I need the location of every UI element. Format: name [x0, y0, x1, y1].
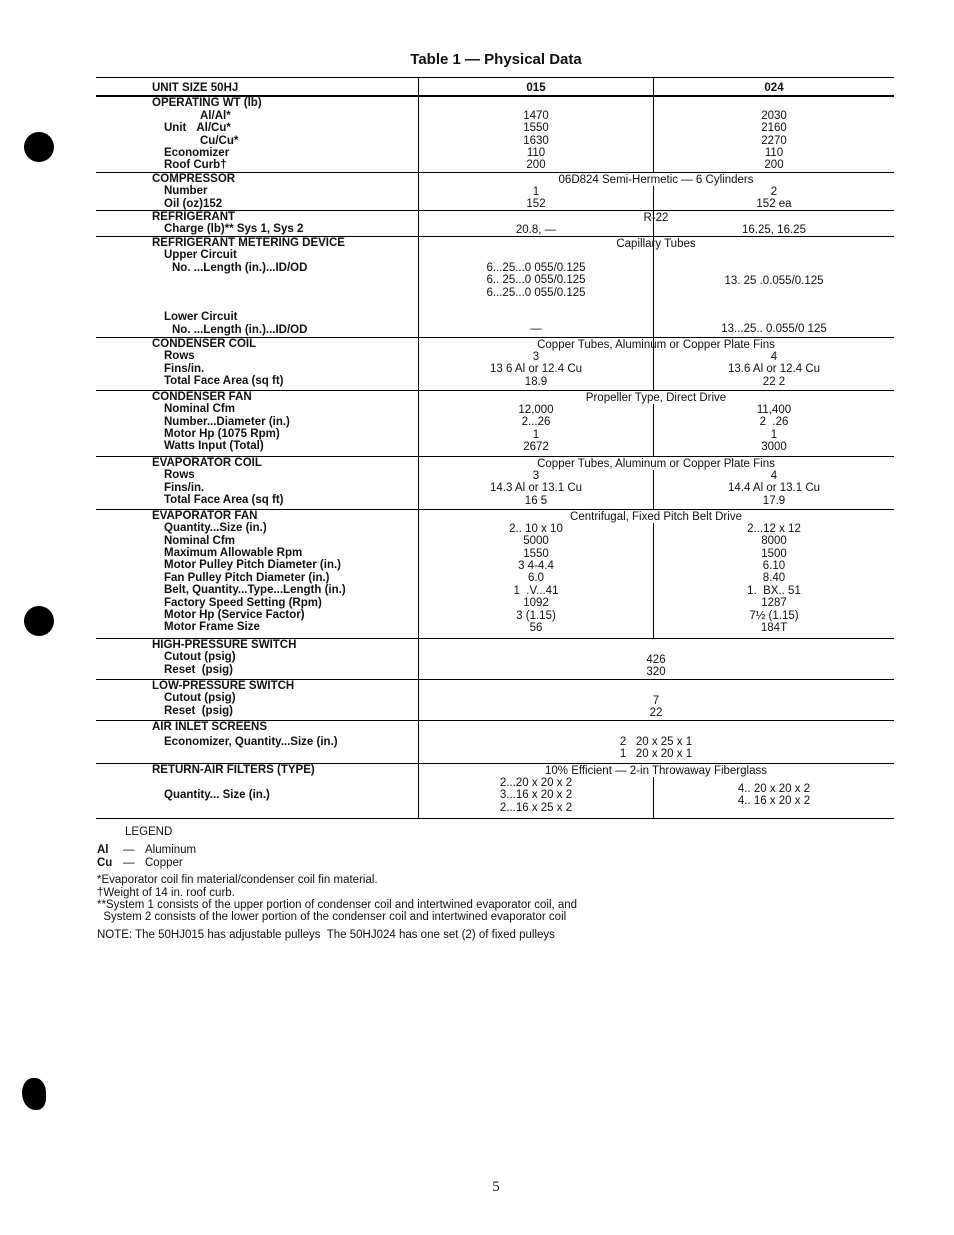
physical-data-table: [96, 77, 894, 819]
row-label: Motor Hp (Service Factor): [164, 609, 305, 622]
cell-value: 2270: [761, 134, 787, 147]
row-label: Rows: [164, 350, 195, 363]
row-label: Nominal Cfm: [164, 534, 235, 547]
header-col-024: 024: [654, 78, 895, 97]
row-label: Quantity...Size (in.): [164, 522, 267, 535]
cell-value: 184T: [760, 622, 788, 635]
cell-value: 20.8, —: [515, 223, 557, 236]
cell-value: 4: [770, 350, 778, 363]
cell-value: 13 6 Al or 12.4 Cu: [489, 363, 583, 376]
cell-value: 2...20 x 20 x 2: [499, 776, 573, 789]
spanning-value: Centrifugal, Fixed Pitch Belt Drive: [570, 510, 742, 523]
legend-title: LEGEND: [125, 826, 173, 838]
spanning-value: 06D824 Semi-Hermetic — 6 Cylinders: [558, 173, 754, 186]
cell-value: 2030: [761, 109, 787, 122]
row-label: Watts Input (Total): [164, 440, 264, 453]
cell-value: 8000: [761, 535, 787, 548]
row-label: Total Face Area (sq ft): [164, 375, 284, 388]
cell-value: 1: [532, 185, 540, 198]
cell-value: 320: [646, 666, 666, 679]
spanning-value: 10% Efficient — 2-in Throwaway Fiberglass: [544, 764, 767, 777]
legend-dash: —: [123, 844, 135, 857]
cell-value: 2672: [523, 441, 549, 454]
cell-value: 2...12 x 12: [747, 522, 801, 535]
row-label: Motor Hp (1075 Rpm): [164, 428, 280, 441]
cell-value: 2.. 10 x 10: [509, 522, 563, 535]
condenser-coil-row: [96, 337, 894, 390]
row-label: Cutout (psig): [164, 692, 236, 705]
row-label: Motor Pulley Pitch Diameter (in.): [164, 559, 341, 572]
cell-value: 4.. 20 x 20 x 2: [737, 782, 811, 795]
row-label: Economizer: [164, 146, 230, 159]
cell-value: 6.. 25...0 055/0.125: [486, 274, 586, 287]
air-inlet-heading: AIR INLET SCREENS: [152, 720, 268, 733]
cell-value: 22: [649, 707, 663, 720]
cell-value: 6.10: [762, 560, 786, 573]
cell-value: 1: [532, 428, 540, 441]
cell-value: 1630: [523, 134, 549, 147]
row-label: Charge (lb)** Sys 1, Sys 2: [164, 223, 304, 236]
cell-value: 18.9: [524, 375, 548, 388]
cell-value: 1470: [523, 109, 549, 122]
row-label: Motor Frame Size: [164, 621, 260, 634]
cell-value: 13. 25 .0.055/0.125: [724, 274, 824, 287]
spanning-value: Propeller Type, Direct Drive: [585, 391, 727, 404]
cell-value: 6...25...0 055/0.125: [486, 261, 586, 274]
cell-value: 16 5: [524, 494, 548, 507]
high-pressure-switch-row: [96, 638, 894, 679]
row-label: Al/Al*: [200, 109, 231, 122]
legend-value: Copper: [145, 856, 183, 869]
row-label: Fan Pulley Pitch Diameter (in.): [164, 571, 330, 584]
binder-hole-mark: [24, 606, 54, 636]
cell-value: 3: [532, 469, 540, 482]
row-label: Number: [164, 185, 208, 198]
row-label: Fins/in.: [164, 362, 205, 375]
row-label: Lower Circuit: [164, 311, 238, 324]
evaporator-coil-row: [96, 456, 894, 509]
row-label: No. ...Length (in.)...ID/OD: [172, 261, 308, 274]
cell-value: 3: [532, 350, 540, 363]
footnote-dagger: †Weight of 14 in. roof curb.: [97, 886, 235, 899]
legend-dash: —: [123, 856, 135, 869]
header-col-015: 015: [419, 78, 654, 97]
cell-value: 6...25...0 055/0.125: [486, 286, 586, 299]
lp-switch-heading: LOW-PRESSURE SWITCH: [152, 679, 295, 692]
row-label: Economizer, Quantity...Size (in.): [164, 736, 338, 749]
unit-label: Unit: [164, 122, 187, 135]
cell-value: 110: [526, 146, 546, 159]
legend-key: Al: [97, 844, 109, 857]
air-inlet-screens-row: [96, 720, 894, 763]
condenser-coil-heading: CONDENSER COIL: [152, 337, 257, 350]
row-label: Cu/Cu*: [200, 134, 239, 147]
cell-value: 22 2: [762, 375, 786, 388]
cell-value: 2: [770, 185, 778, 198]
page-number: 5: [492, 1179, 500, 1195]
header-unit-size: UNIT SIZE 50HJ: [152, 82, 239, 94]
legend-entry-cu: [97, 857, 577, 869]
cell-value: 1. BX.. 51: [747, 584, 801, 597]
cell-value: 12,000: [518, 403, 554, 416]
cell-value: 17.9: [762, 494, 786, 507]
row-label: Number...Diameter (in.): [164, 415, 290, 428]
metering-heading: REFRIGERANT METERING DEVICE: [152, 236, 345, 249]
alcu-label: Al/Cu*: [196, 122, 231, 135]
cell-value: 4: [770, 469, 778, 482]
condenser-fan-row: [96, 390, 894, 456]
cell-value: 13.6 Al or 12.4 Cu: [727, 363, 821, 376]
low-pressure-switch-row: [96, 679, 894, 720]
row-label: [96, 122, 418, 134]
table-header-row: [96, 78, 894, 97]
evaporator-fan-row: [96, 509, 894, 638]
cell-value: 2...26: [521, 416, 551, 429]
row-label: Reset (psig): [164, 704, 234, 717]
spanning-value: Copper Tubes, Aluminum or Copper Plate Fins: [537, 338, 775, 351]
footnote-star: *Evaporator coil fin material/condenser coil fin material.: [97, 874, 378, 887]
operating-wt-row: [96, 96, 894, 172]
cell-value: 6.0: [528, 572, 544, 585]
row-label: No. ...Length (in.)...ID/OD: [172, 323, 308, 336]
spanning-value: Copper Tubes, Aluminum or Copper Plate Fins: [537, 457, 775, 470]
cell-value: 3...16 x 20 x 2: [499, 789, 573, 802]
cell-value: 1287: [761, 597, 787, 610]
row-label: Belt, Quantity...Type...Length (in.): [164, 584, 346, 597]
metering-row: [96, 236, 894, 337]
refrigerant-row: [96, 210, 894, 236]
legend-key: Cu: [97, 856, 113, 869]
hp-switch-heading: HIGH-PRESSURE SWITCH: [152, 638, 297, 651]
cell-value: 11,400: [756, 403, 792, 416]
cell-value: 1550: [523, 122, 549, 135]
cell-value: 2160: [761, 122, 787, 135]
row-label: Total Face Area (sq ft): [164, 494, 284, 507]
cell-value: 110: [764, 146, 784, 159]
footnote-double-star-cont: System 2 consists of the lower portion of the condenser coil and intertwined evaporator coil: [97, 911, 567, 924]
cell-value: 13...25.. 0.055/0 125: [721, 322, 827, 335]
cell-value: 5000: [523, 535, 549, 548]
cell-value: 56: [529, 622, 543, 635]
condenser-fan-heading: CONDENSER FAN: [152, 390, 252, 403]
row-label: Factory Speed Setting (Rpm): [164, 596, 322, 609]
cell-value: 3 (1.15): [516, 609, 556, 622]
cell-value: —: [530, 322, 542, 335]
row-label: Upper Circuit: [164, 249, 237, 262]
legend-entry-al: [97, 844, 577, 856]
cell-value: 152: [526, 198, 546, 211]
cell-value: 8.40: [762, 572, 786, 585]
row-label: Maximum Allowable Rpm: [164, 547, 303, 560]
binder-hole-mark: [22, 1078, 46, 1110]
compressor-row: [96, 172, 894, 210]
cell-value: 2 .26: [759, 416, 789, 429]
cell-value: 2...16 x 25 x 2: [499, 801, 573, 814]
cell-value: 152 ea: [756, 198, 792, 211]
evaporator-coil-heading: EVAPORATOR COIL: [152, 456, 262, 469]
cell-value: 2 20 x 25 x 1: [619, 735, 693, 748]
cell-value: 16.25, 16.25: [742, 223, 806, 236]
note-text: NOTE: The 50HJ015 has adjustable pulleys The 50HJ024 has one set (2) of fixed pulleys: [97, 928, 555, 941]
refrigerant-heading: REFRIGERANT: [152, 210, 236, 223]
spanning-value: R-22: [643, 211, 669, 224]
return-air-heading: RETURN-AIR FILTERS (TYPE): [152, 763, 315, 776]
cell-value: 1 .V...41: [513, 584, 559, 597]
legend-block: [97, 826, 577, 941]
row-label: Roof Curb†: [164, 159, 227, 172]
cell-value: 200: [764, 159, 784, 172]
row-label: Nominal Cfm: [164, 403, 235, 416]
row-label: Fins/in.: [164, 481, 205, 494]
cell-value: 7½ (1.15): [749, 609, 799, 622]
footnote-double-star: **System 1 consists of the upper portion of condenser coil and intertwined evaporator coil, and: [97, 898, 578, 911]
cell-value: 14.3 Al or 13.1 Cu: [489, 482, 583, 495]
row-label: Quantity... Size (in.): [164, 789, 270, 802]
compressor-heading: COMPRESSOR: [152, 172, 236, 185]
cell-value: 1: [770, 428, 778, 441]
cell-value: 200: [526, 159, 546, 172]
cell-value: 426: [646, 653, 666, 666]
cell-value: 1550: [523, 547, 549, 560]
evaporator-fan-heading: EVAPORATOR FAN: [152, 509, 258, 522]
spanning-value: Capillary Tubes: [616, 237, 696, 250]
table-title: Table 1 — Physical Data: [410, 51, 582, 68]
cell-value: 14.4 Al or 13.1 Cu: [727, 482, 821, 495]
row-label: Rows: [164, 469, 195, 482]
binder-hole-mark: [24, 132, 54, 162]
row-label: Oil (oz)152: [164, 197, 223, 210]
cell-value: 7: [652, 694, 660, 707]
cell-value: 1092: [523, 597, 549, 610]
row-label: Reset (psig): [164, 663, 234, 676]
cell-value: 1 20 x 20 x 1: [619, 748, 693, 761]
return-air-filters-row: [96, 763, 894, 818]
cell-value: 4.. 16 x 20 x 2: [737, 795, 811, 808]
row-label: Cutout (psig): [164, 651, 236, 664]
cell-value: 3 4-4.4: [518, 560, 554, 573]
operating-wt-heading: OPERATING WT (lb): [152, 97, 262, 110]
legend-value: Aluminum: [145, 844, 197, 857]
cell-value: 1500: [761, 547, 787, 560]
cell-value: 3000: [761, 441, 787, 454]
